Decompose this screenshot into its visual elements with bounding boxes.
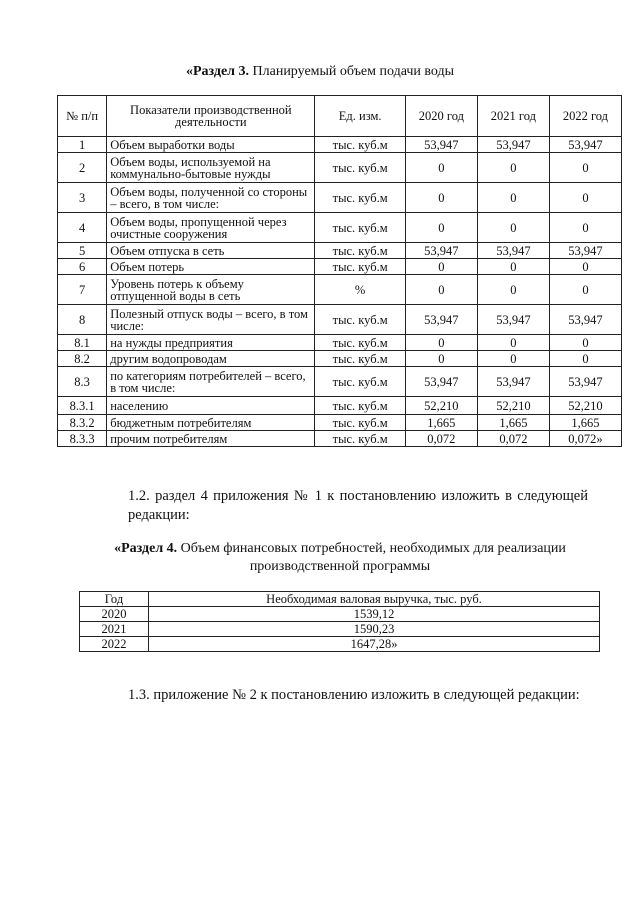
row-indicator: на нужды предприятия (107, 335, 315, 351)
row-value-2021: 0 (477, 259, 549, 275)
table-row (80, 637, 600, 652)
section-3-heading-text: Планируемый объем подачи воды (249, 64, 455, 79)
row-indicator: прочим потребителям (107, 431, 315, 447)
row-number: 8.3.1 (58, 397, 107, 415)
row-unit: тыс. куб.м (315, 259, 405, 275)
row-indicator: населению (107, 397, 315, 415)
row-unit: тыс. куб.м (315, 213, 405, 243)
row-value-2021: 52,210 (477, 397, 549, 415)
row-value-2022: 0,072» (549, 431, 621, 447)
row-value-2022: 0 (549, 275, 621, 305)
row-value-2022: 0 (549, 183, 621, 213)
row-value-2020: 53,947 (405, 305, 477, 335)
row-unit: тыс. куб.м (315, 431, 405, 447)
table-row (58, 259, 622, 275)
table-row (58, 153, 622, 183)
row-value-2022: 0 (549, 259, 621, 275)
row-number: 8.3.3 (58, 431, 107, 447)
row-indicator: Объем отпуска в сеть (107, 243, 315, 259)
table-row (58, 415, 622, 431)
table-row (58, 367, 622, 397)
row-unit: тыс. куб.м (315, 415, 405, 431)
paragraph-1-2-text: 1.2. раздел 4 приложения № 1 к постановлению изложить в следующей редакции: (128, 488, 588, 523)
row-number: 8.3.2 (58, 415, 107, 431)
row-number: 2 (58, 153, 107, 183)
financial-needs-table (79, 591, 600, 652)
row-indicator: другим водопроводам (107, 351, 315, 367)
section-4-heading-text: Объем финансовых потребностей, необходимых для реализации производственной программы (177, 541, 566, 574)
row-value-2021: 53,947 (477, 243, 549, 259)
row-value-2021: 0 (477, 153, 549, 183)
row-value-2021: 0 (477, 183, 549, 213)
section-4-heading-bold: «Раздел 4. (114, 541, 178, 556)
row-value-2021: 0,072 (477, 431, 549, 447)
row-value-2022: 0 (549, 153, 621, 183)
row-indicator: Объем потерь (107, 259, 315, 275)
section-4-heading (60, 540, 620, 576)
row-indicator: Объем воды, пропущенной через очистные сооружения (107, 213, 315, 243)
section-3-heading-bold: «Раздел 3. (185, 64, 250, 79)
row-value-2020: 53,947 (405, 367, 477, 397)
row-value-2021: 53,947 (477, 137, 549, 153)
row-number: 4 (58, 213, 107, 243)
table-row (58, 213, 622, 243)
row-value-2020: 0,072 (405, 431, 477, 447)
table-row (58, 397, 622, 415)
row-value-2020: 0 (405, 213, 477, 243)
table-row (80, 607, 600, 622)
row-unit: тыс. куб.м (315, 243, 405, 259)
row-year: 2020 (80, 607, 149, 622)
row-unit: тыс. куб.м (315, 183, 405, 213)
financial-needs-table-body (80, 607, 600, 652)
col-header-2022: 2022 год (549, 96, 621, 137)
row-year: 2021 (80, 622, 149, 637)
row-number: 8.3 (58, 367, 107, 397)
row-value-2021: 53,947 (477, 305, 549, 335)
row-value-2021: 53,947 (477, 367, 549, 397)
row-indicator: Объем воды, полученной со стороны – всего, в том числе: (107, 183, 315, 213)
col-header-indicator: Показатели производственной деятельности (107, 96, 315, 137)
col-header-number: № п/п (58, 96, 107, 137)
row-value-2020: 0 (405, 153, 477, 183)
col-header-unit: Ед. изм. (315, 96, 405, 137)
col-header-year: Год (80, 592, 149, 607)
table-header-row (58, 96, 622, 137)
paragraph-1-3-text: 1.3. приложение № 2 к постановлению изложить в следующей редакции: (128, 687, 580, 703)
table-row (58, 335, 622, 351)
row-unit: тыс. куб.м (315, 351, 405, 367)
row-indicator: Объем воды, используемой на коммунально-бытовые нужды (107, 153, 315, 183)
row-value-2022: 53,947 (549, 243, 621, 259)
table-row (58, 183, 622, 213)
row-number: 7 (58, 275, 107, 305)
col-header-revenue: Необходимая валовая выручка, тыс. руб. (149, 592, 600, 607)
row-value-2021: 0 (477, 335, 549, 351)
row-number: 6 (58, 259, 107, 275)
row-revenue: 1590,23 (149, 622, 600, 637)
row-value-2021: 1,665 (477, 415, 549, 431)
row-number: 8.1 (58, 335, 107, 351)
col-header-2020: 2020 год (405, 96, 477, 137)
row-number: 8.2 (58, 351, 107, 367)
row-number: 8 (58, 305, 107, 335)
row-value-2022: 52,210 (549, 397, 621, 415)
table-row (58, 431, 622, 447)
row-value-2022: 0 (549, 351, 621, 367)
row-value-2020: 1,665 (405, 415, 477, 431)
row-value-2020: 52,210 (405, 397, 477, 415)
paragraph-1-2 (88, 487, 588, 525)
row-revenue: 1539,12 (149, 607, 600, 622)
row-unit: тыс. куб.м (315, 305, 405, 335)
row-value-2020: 53,947 (405, 243, 477, 259)
section-3-heading (0, 64, 640, 80)
table-row (58, 351, 622, 367)
row-value-2021: 0 (477, 351, 549, 367)
paragraph-1-3 (88, 686, 588, 705)
row-value-2022: 0 (549, 335, 621, 351)
row-revenue: 1647,28» (149, 637, 600, 652)
row-value-2020: 0 (405, 351, 477, 367)
table-row (58, 243, 622, 259)
row-value-2022: 53,947 (549, 367, 621, 397)
row-indicator: Уровень потерь к объему отпущенной воды в сеть (107, 275, 315, 305)
row-indicator: бюджетным потребителям (107, 415, 315, 431)
row-indicator: Полезный отпуск воды – всего, в том числе: (107, 305, 315, 335)
col-header-2021: 2021 год (477, 96, 549, 137)
row-unit: тыс. куб.м (315, 137, 405, 153)
table-row (58, 275, 622, 305)
table-row (80, 622, 600, 637)
row-value-2020: 53,947 (405, 137, 477, 153)
row-value-2022: 53,947 (549, 305, 621, 335)
row-number: 5 (58, 243, 107, 259)
row-indicator: Объем выработки воды (107, 137, 315, 153)
table-row (58, 137, 622, 153)
row-value-2020: 0 (405, 275, 477, 305)
row-unit: тыс. куб.м (315, 367, 405, 397)
row-value-2020: 0 (405, 259, 477, 275)
row-year: 2022 (80, 637, 149, 652)
row-value-2021: 0 (477, 275, 549, 305)
row-number: 1 (58, 137, 107, 153)
row-number: 3 (58, 183, 107, 213)
row-value-2022: 0 (549, 213, 621, 243)
table-row (58, 305, 622, 335)
row-value-2020: 0 (405, 335, 477, 351)
row-value-2020: 0 (405, 183, 477, 213)
row-unit: тыс. куб.м (315, 397, 405, 415)
row-unit: тыс. куб.м (315, 153, 405, 183)
row-indicator: по категориям потребителей – всего, в том числе: (107, 367, 315, 397)
row-unit: % (315, 275, 405, 305)
row-unit: тыс. куб.м (315, 335, 405, 351)
row-value-2022: 1,665 (549, 415, 621, 431)
water-supply-table-body (58, 137, 622, 447)
row-value-2021: 0 (477, 213, 549, 243)
row-value-2022: 53,947 (549, 137, 621, 153)
water-supply-table (57, 95, 622, 447)
table-header-row (80, 592, 600, 607)
